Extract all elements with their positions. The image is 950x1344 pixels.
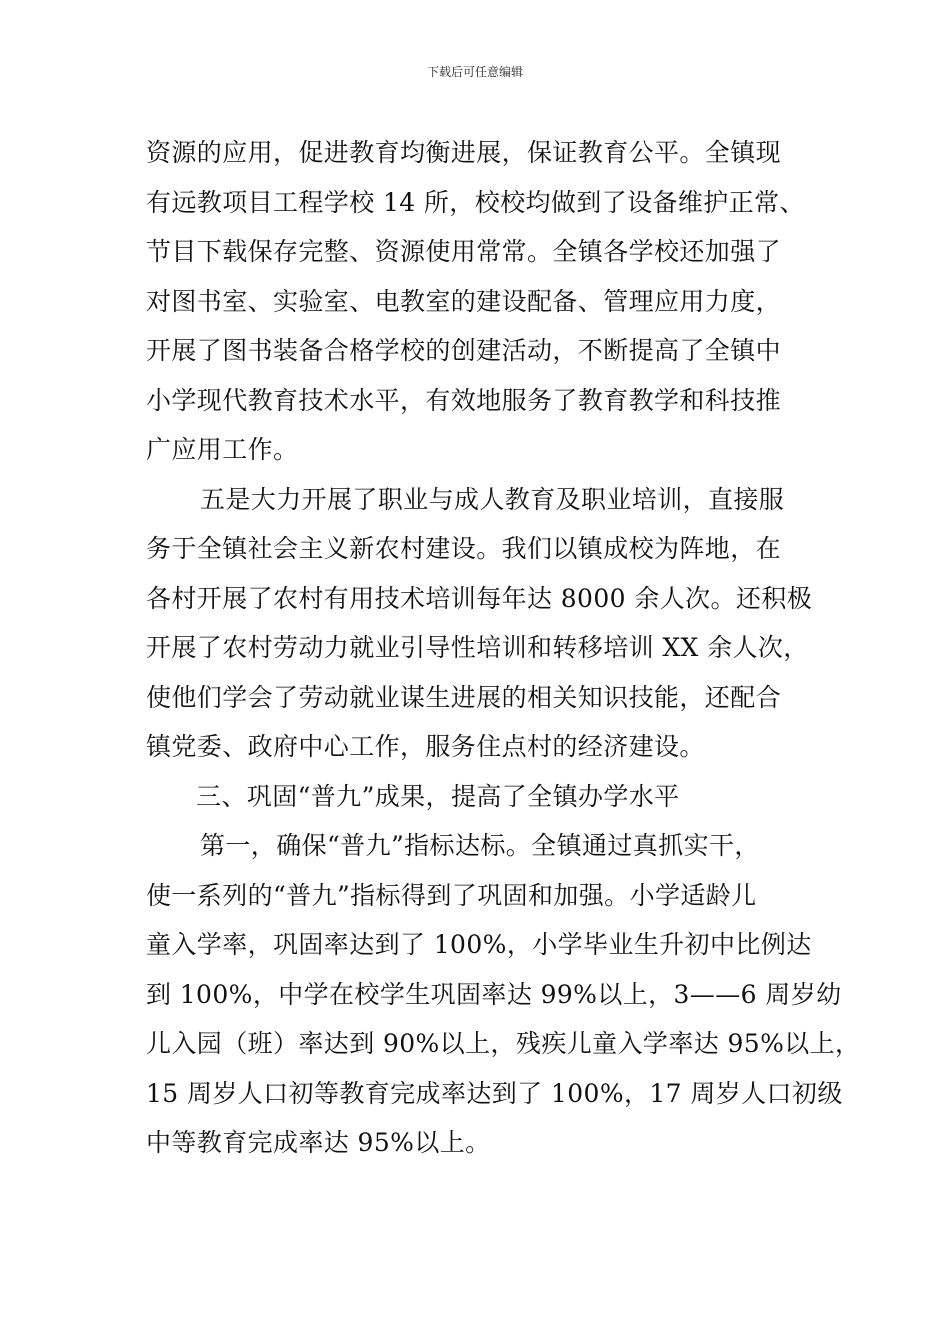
paragraph-start-line: 五是大力开展了职业与成人教育及职业培训，直接服 xyxy=(200,484,785,514)
body-line: 15 周岁人口初等教育完成率达到了 100%，17 周岁人口初级 xyxy=(146,1078,843,1108)
body-line: 儿入园（班）率达到 90%以上，残疾儿童入学率达 95%以上， xyxy=(146,1029,861,1058)
document-body xyxy=(146,128,861,1168)
section-heading: 三、巩固“普九”成果，提高了全镇办学水平 xyxy=(196,781,680,811)
body-line: 各村开展了农村有用技术培训每年达 8000 余人次。还积极 xyxy=(146,583,813,613)
body-line: 开展了农村劳动力就业引导性培训和转移培训 XX 余人次， xyxy=(146,633,809,662)
body-line: 开展了图书装备合格学校的创建活动，不断提高了全镇中 xyxy=(146,336,782,365)
body-line: 广应用工作。 xyxy=(146,435,299,464)
body-line: 务于全镇社会主义新农村建设。我们以镇成校为阵地，在 xyxy=(146,534,782,563)
page-header: 下载后可任意编辑 xyxy=(426,65,523,79)
body-line: 中等教育完成率达 95%以上。 xyxy=(146,1128,491,1157)
body-line: 镇党委、政府中心工作，服务住点村的经济建设。 xyxy=(146,732,705,761)
paragraph-start-line: 第一，确保“普九”指标达标。全镇通过真抓实干， xyxy=(200,831,760,860)
body-line: 使一系列的“普九”指标得到了巩固和加强。小学适龄儿 xyxy=(146,880,757,910)
body-line: 小学现代教育技术水平，有效地服务了教育教学和科技推 xyxy=(146,385,782,415)
body-line: 到 100%，中学在校学生巩固率达 99%以上，3——6 周岁幼 xyxy=(146,979,842,1009)
body-line: 有远教项目工程学校 14 所，校校均做到了设备维护正常、 xyxy=(146,187,805,217)
body-line: 资源的应用，促进教育均衡进展，保证教育公平。全镇现 xyxy=(146,138,782,167)
body-line: 使他们学会了劳动就业谋生进展的相关知识技能，还配合 xyxy=(146,682,782,712)
body-line: 对图书室、实验室、电教室的建设配备、管理应用力度， xyxy=(146,286,782,316)
body-line: 童入学率，巩固率达到了 100%，小学毕业生升初中比例达 xyxy=(146,930,812,959)
body-line: 节目下载保存完整、资源使用常常。全镇各学校还加强了 xyxy=(146,237,782,266)
